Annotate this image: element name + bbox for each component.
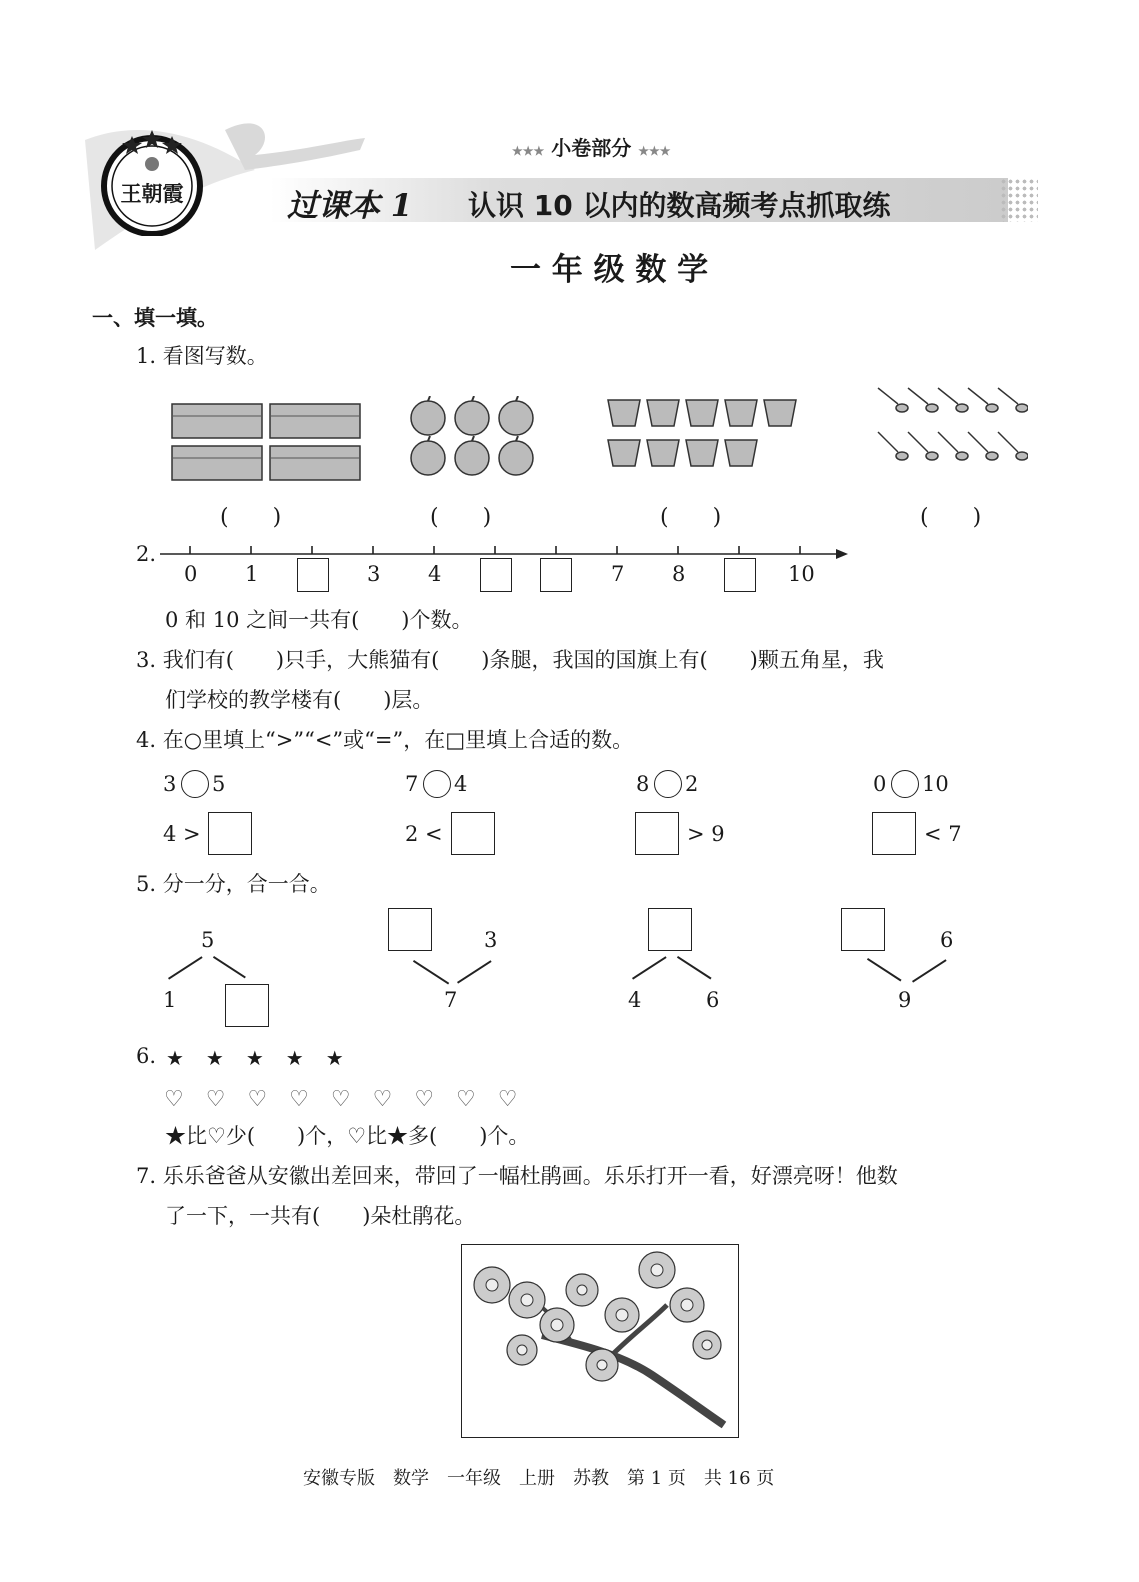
spoon-icon [876,384,1028,472]
compare-right: 4 [454,772,468,796]
tree-answer-box[interactable] [841,908,885,951]
tick-label: 3 [367,562,381,586]
compare-left: 7 [405,772,419,796]
tree-branch [213,956,246,978]
tick-label: 4 [428,562,442,586]
subject-title: 一 年 级 数 学 [510,252,709,288]
azalea-painting-icon [461,1244,739,1438]
tick-answer-box[interactable] [540,558,572,592]
fill-box[interactable] [208,812,252,855]
q1-text: 1. 看图写数。 [136,344,268,368]
compare-right: 5 [212,772,226,796]
tree-right: 6 [706,988,720,1012]
q7-line1: 7. 乐乐爸爸从安徽出差回来，带回了一幅杜鹃画。乐乐打开一看，好漂亮呀！他数 [136,1164,898,1188]
tick-answer-box[interactable] [480,558,512,592]
tree-answer-box[interactable] [388,908,432,951]
q1-answer-1[interactable]: ( ) [220,505,282,530]
q6-text: ★比♡少( )个，♡比★多( )个。 [165,1124,530,1148]
publisher-logo [98,128,206,236]
title-band-pattern [1000,178,1038,222]
tree-bottom: 9 [898,988,912,1012]
tick-answer-box[interactable] [297,558,329,592]
tree-branch [413,960,449,984]
tree-branch [168,956,202,979]
q4-text: 4. 在○里填上“>”“<”或“=”，在□里填上合适的数。 [136,728,634,752]
compare-left: 8 [636,772,650,796]
fill-box[interactable] [635,812,679,855]
tick-label: 1 [245,562,259,586]
q1-answer-2[interactable]: ( ) [430,505,492,530]
compare-circle[interactable] [891,770,919,798]
tick-label: 10 [788,562,815,586]
tree-left: 4 [628,988,642,1012]
q2-number: 2. [136,542,157,566]
logo-text: 王朝霞 [120,181,184,206]
tree-top: 5 [201,928,215,952]
section-heading: 一、填一填。 [92,306,218,330]
fill-box[interactable] [451,812,495,855]
q1-answer-3[interactable]: ( ) [660,505,722,530]
tick-label: 0 [184,562,198,586]
compare-right: 10 [922,772,949,796]
tick-label: 8 [672,562,686,586]
fill-right: < 7 [924,822,962,846]
tree-left: 1 [163,988,177,1012]
fill-left: 2 < [405,822,443,846]
q5-text: 5. 分一分，合一合。 [136,872,331,896]
tick-label: 7 [611,562,625,586]
tree-branch [912,959,946,982]
tree-branch [677,956,711,979]
tree-branch [632,956,666,979]
q1-answer-4[interactable]: ( ) [920,505,982,530]
compare-left: 3 [163,772,177,796]
q3-line2: 们学校的教学楼有( )层。 [165,688,434,712]
series-label: ★★★ 小卷部分 ★★★ [512,136,671,160]
tree-top-right: 6 [940,928,954,952]
fill-right: > 9 [687,822,725,846]
compare-left: 0 [873,772,887,796]
tree-top-right: 3 [484,928,498,952]
compare-right: 2 [685,772,699,796]
q3-line1: 3. 我们有( )只手，大熊猫有( )条腿，我国的国旗上有( )颗五角星，我 [136,648,884,672]
tree-branch [457,960,491,983]
heart-row-icon: ♡ ♡ ♡ ♡ ♡ ♡ ♡ ♡ ♡ [164,1087,518,1112]
tree-answer-box[interactable] [648,908,692,951]
star-decoration-icon: ★★★ [638,144,671,158]
tree-branch [867,958,901,981]
q6-number: 6. [136,1044,157,1068]
compare-circle[interactable] [181,770,209,798]
apple-icon [406,396,538,480]
star-decoration-icon: ★★★ [512,144,545,158]
compare-circle[interactable] [654,770,682,798]
tree-bottom: 7 [444,988,458,1012]
lesson-title: 过课本 1 [287,188,413,224]
fill-left: 4 > [163,822,201,846]
bread-box-icon [170,400,366,486]
tree-answer-box[interactable] [225,984,269,1027]
tick-answer-box[interactable] [724,558,756,592]
fill-box[interactable] [872,812,916,855]
star-row-icon: ★ ★ ★ ★ ★ [166,1046,345,1070]
cup-icon [606,396,802,476]
topic-title: 认识 10 以内的数高频考点抓取练 [468,189,891,222]
q7-line2: 了一下，一共有( )朵杜鹃花。 [165,1204,476,1228]
compare-circle[interactable] [423,770,451,798]
page-footer: 安徽专版 数学 一年级 上册 苏教 第 1 页 共 16 页 [303,1468,775,1489]
q2-text: 0 和 10 之间一共有( )个数。 [165,608,473,632]
